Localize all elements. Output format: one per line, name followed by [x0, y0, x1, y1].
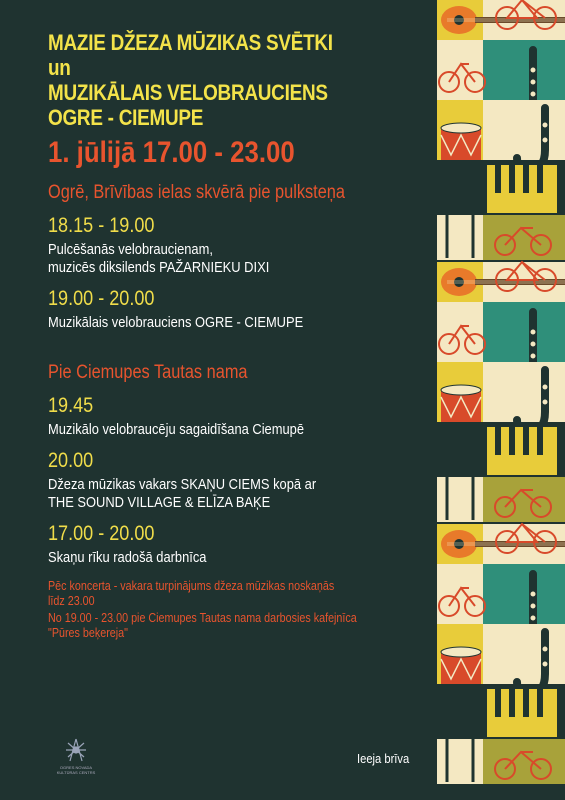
drum-icon [441, 123, 481, 160]
note-line: "Pūres beķereja" [48, 625, 128, 640]
section-heading-ciemupe: Pie Ciemupes Tautas nama [48, 362, 248, 383]
event-time: 19.45 [48, 394, 94, 417]
event-time: 20.00 [48, 449, 94, 472]
event-time: 17.00 - 20.00 [48, 522, 155, 545]
event-info [48, 30, 438, 640]
event-desc: THE SOUND VILLAGE & ELĪZA BAĶE [48, 494, 271, 511]
free-entry: Ieeja brīva [357, 751, 410, 766]
title-line: un [48, 55, 71, 80]
logo-text: OGRES NOVADA [59, 765, 93, 770]
piano-keys-icon [487, 165, 557, 213]
event-desc: Skaņu rīku radošā darbnīca [48, 549, 207, 566]
title-line: MUZIKĀLAIS VELOBRAUCIENS [48, 80, 328, 105]
title-line: OGRE - CIEMUPE [48, 105, 204, 130]
event-time: 18.15 - 19.00 [48, 214, 155, 237]
event-time: 19.00 - 20.00 [48, 287, 155, 310]
logo-text: KULTŪRAS CENTRS [56, 770, 96, 775]
music-art-strip [437, 0, 565, 800]
event-desc: Džeza mūzikas vakars SKAŅU CIEMS kopā ar [48, 476, 317, 493]
notes [48, 579, 438, 640]
event-desc: Pulcēšanās velobraucienam, [48, 241, 213, 258]
event-title [48, 30, 438, 130]
note-line: līdz 23.00 [48, 593, 95, 608]
note-line: Pēc koncerta - vakara turpinājums džeza mūzikas noskaņās [48, 579, 335, 593]
note-line: No 19.00 - 23.00 pie Ciemupes Tautas nama darbosies kafejnīca [48, 611, 357, 625]
event-desc: Muzikālo velobraucēju sagaidīšana Ciemupē [48, 421, 304, 438]
event-desc: Muzikālais velobrauciens OGRE - CIEMUPE [48, 314, 304, 331]
logo-icon [56, 735, 96, 765]
event-date: 1. jūlijā 17.00 - 23.00 [48, 136, 295, 169]
culture-center-logo [50, 735, 110, 783]
section-heading-ogre: Ogrē, Brīvības ielas skvērā pie pulksteņa [48, 182, 345, 203]
art-tile [437, 0, 565, 260]
event-desc: muzicēs diksilends PAŽARNIEKU DIXI [48, 259, 270, 276]
title-line: MAZIE DŽEZA MŪZIKAS SVĒTKI [48, 30, 333, 55]
